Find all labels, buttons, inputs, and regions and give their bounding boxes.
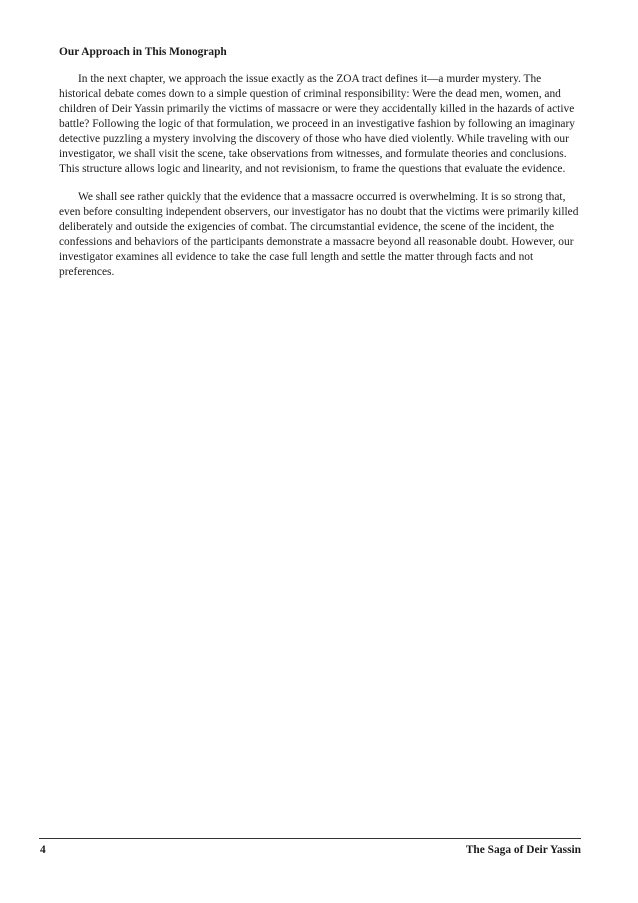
section-heading: Our Approach in This Monograph [59,46,227,58]
page-number: 4 [40,844,46,856]
body-paragraph-2: We shall see rather quickly that the evidence that a massacre occurred is overwhelming. It is so strong that, even before consulting independent observers, our investigator has no doubt that the victims were primarily killed deliberately and outside the exigencies of combat. The circumstantial evidence, the scene of the incident, the confessions and behaviors of the participants demonstrate a massacre beyond all reasonable doubt. However, our investigator examines all evidence to take the case full length and settle the matter through facts and not preferences. [59,191,579,278]
page-body [59,45,583,293]
footer-divider [39,838,581,839]
running-footer-title: The Saga of Deir Yassin [465,844,581,856]
body-paragraph-1: In the next chapter, we approach the issue exactly as the ZOA tract defines it—a murder mystery. The historical debate comes down to a simple question of criminal responsibility: Were the dead men, women, and children of Deir Yassin primarily the victims of massacre or were they accidentally killed in the hazards of active battle? Following the logic of that formulation, we proceed in an investigative fashion by following an imaginary detective puzzling a mystery involving the discovery of those who have died violently. While traveling with our investigator, we shall visit the scene, take observations from witnesses, and formulate theories and conclusions. This structure allows logic and linearity, and not revisionism, to frame the questions that evaluate the evidence. [59,73,575,175]
